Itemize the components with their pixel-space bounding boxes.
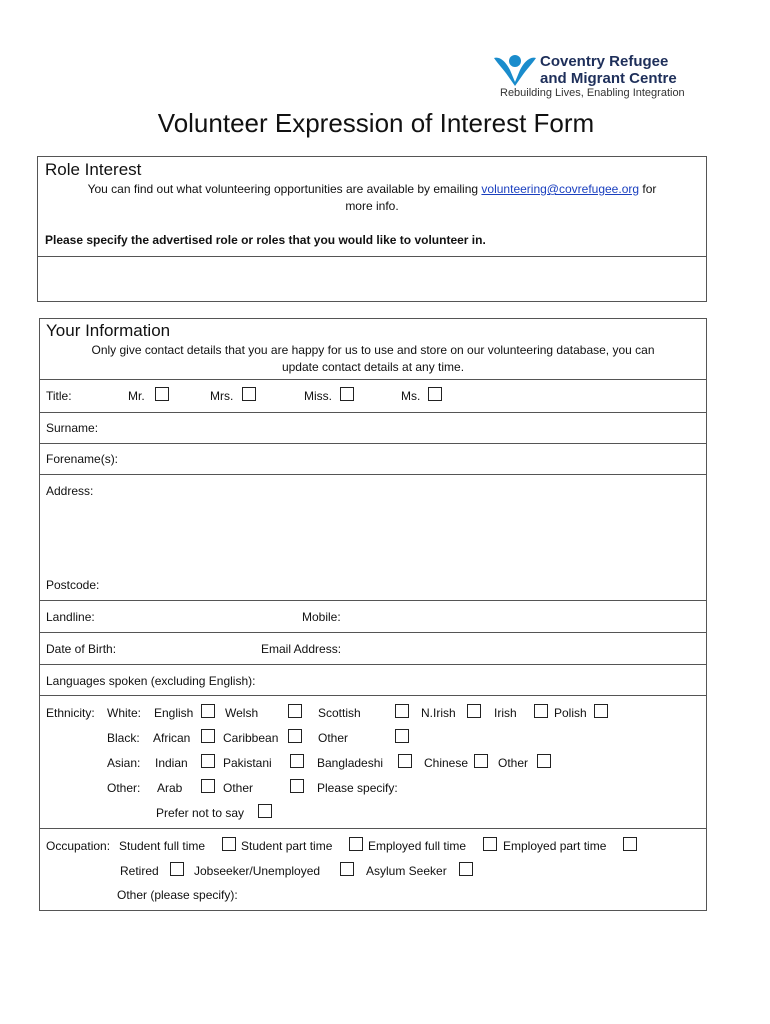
role-interest-heading: Role Interest bbox=[45, 160, 142, 179]
checkbox-mr[interactable] bbox=[155, 387, 169, 401]
ethnicity-arab: Arab bbox=[157, 781, 183, 795]
ethnicity-specify-field[interactable] bbox=[408, 777, 698, 797]
checkbox-welsh[interactable] bbox=[288, 704, 302, 718]
checkbox-student-full[interactable] bbox=[222, 837, 236, 851]
checkbox-employed-part[interactable] bbox=[623, 837, 637, 851]
landline-label: Landline: bbox=[46, 610, 95, 624]
ethnicity-irish: Irish bbox=[494, 706, 517, 720]
ethnicity-english: English bbox=[154, 706, 194, 720]
dob-label: Date of Birth: bbox=[46, 642, 117, 656]
checkbox-bangladeshi[interactable] bbox=[398, 754, 412, 768]
row-divider bbox=[39, 379, 707, 380]
row-divider bbox=[39, 600, 707, 601]
ethnicity-polish: Polish bbox=[554, 706, 587, 720]
address-label: Address: bbox=[46, 484, 94, 498]
row-divider bbox=[39, 632, 707, 633]
occupation-label: Occupation: bbox=[46, 839, 111, 853]
role-input-area[interactable] bbox=[38, 257, 706, 301]
row-divider bbox=[39, 474, 707, 475]
role-interest-intro bbox=[40, 181, 704, 215]
ethnicity-white-label: White: bbox=[107, 706, 142, 720]
title-option-mrs: Mrs. bbox=[210, 389, 234, 403]
checkbox-arab[interactable] bbox=[201, 779, 215, 793]
occupation-asylum-seeker: Asylum Seeker bbox=[366, 864, 447, 878]
ethnicity-scottish: Scottish bbox=[318, 706, 361, 720]
title-label: Title: bbox=[46, 389, 72, 403]
occupation-employed-full: Employed full time bbox=[368, 839, 467, 853]
ethnicity-bangladeshi: Bangladeshi bbox=[317, 756, 384, 770]
your-information-heading: Your Information bbox=[46, 321, 171, 340]
forenames-field[interactable] bbox=[130, 444, 700, 473]
occupation-student-full: Student full time bbox=[119, 839, 206, 853]
logo bbox=[492, 50, 707, 102]
ethnicity-indian: Indian bbox=[155, 756, 188, 770]
logo-tagline: Rebuilding Lives, Enabling Integration bbox=[500, 87, 685, 99]
checkbox-chinese[interactable] bbox=[474, 754, 488, 768]
page-title: Volunteer Expression of Interest Form bbox=[157, 108, 595, 138]
row-divider bbox=[39, 828, 707, 829]
checkbox-scottish[interactable] bbox=[395, 704, 409, 718]
ethnicity-prefer-not: Prefer not to say bbox=[156, 806, 245, 820]
ethnicity-nirish: N.Irish bbox=[421, 706, 456, 720]
checkbox-caribbean[interactable] bbox=[288, 729, 302, 743]
logo-line1: Coventry Refugee bbox=[540, 53, 669, 70]
ethnicity-pakistani: Pakistani bbox=[223, 756, 272, 770]
checkbox-retired[interactable] bbox=[170, 862, 184, 876]
ethnicity-please-specify: Please specify: bbox=[317, 781, 398, 795]
surname-field[interactable] bbox=[110, 413, 700, 442]
ethnicity-asian-label: Asian: bbox=[107, 756, 141, 770]
ethnicity-asian-other: Other bbox=[498, 756, 529, 770]
address-field[interactable] bbox=[100, 476, 700, 572]
checkbox-pakistani[interactable] bbox=[290, 754, 304, 768]
checkbox-ms[interactable] bbox=[428, 387, 442, 401]
title-option-mr: Mr. bbox=[128, 389, 145, 403]
checkbox-asylum-seeker[interactable] bbox=[459, 862, 473, 876]
row-divider bbox=[39, 664, 707, 665]
checkbox-english[interactable] bbox=[201, 704, 215, 718]
checkbox-black-other[interactable] bbox=[395, 729, 409, 743]
volunteering-email-link[interactable]: volunteering@covrefugee.org bbox=[481, 182, 640, 196]
role-intro-text: You can find out what volunteering opportunities are available by emailing bbox=[87, 182, 482, 196]
ethnicity-other-other: Other bbox=[223, 781, 254, 795]
ethnicity-african: African bbox=[153, 731, 191, 745]
role-intro-after: for bbox=[639, 182, 657, 196]
checkbox-nirish[interactable] bbox=[467, 704, 481, 718]
occupation-employed-part: Employed part time bbox=[503, 839, 607, 853]
role-intro-line2: more info. bbox=[345, 199, 399, 213]
checkbox-polish[interactable] bbox=[594, 704, 608, 718]
ethnicity-chinese: Chinese bbox=[424, 756, 469, 770]
title-option-ms: Ms. bbox=[401, 389, 421, 403]
logo-line2: and Migrant Centre bbox=[540, 70, 677, 87]
logo-heart-icon bbox=[492, 52, 538, 88]
checkbox-student-part[interactable] bbox=[349, 837, 363, 851]
your-information-section bbox=[39, 318, 707, 911]
your-information-intro bbox=[42, 342, 704, 376]
ethnicity-label: Ethnicity: bbox=[46, 706, 95, 720]
checkbox-other-other[interactable] bbox=[290, 779, 304, 793]
occupation-retired: Retired bbox=[120, 864, 159, 878]
checkbox-asian-other[interactable] bbox=[537, 754, 551, 768]
occupation-jobseeker: Jobseeker/Unemployed bbox=[194, 864, 321, 878]
ethnicity-black-label: Black: bbox=[107, 731, 140, 745]
checkbox-indian[interactable] bbox=[201, 754, 215, 768]
checkbox-employed-full[interactable] bbox=[483, 837, 497, 851]
occupation-other-specify: Other (please specify): bbox=[117, 888, 238, 902]
info-intro-line1: Only give contact details that you are happy for us to use and store on our volunteering database, you can bbox=[91, 343, 655, 357]
ethnicity-caribbean: Caribbean bbox=[223, 731, 279, 745]
checkbox-african[interactable] bbox=[201, 729, 215, 743]
forenames-label: Forename(s): bbox=[46, 452, 119, 466]
role-instruction: Please specify the advertised role or roles that you would like to volunteer in. bbox=[45, 233, 486, 247]
ethnicity-welsh: Welsh bbox=[225, 706, 259, 720]
surname-label: Surname: bbox=[46, 421, 99, 435]
checkbox-mrs[interactable] bbox=[242, 387, 256, 401]
checkbox-miss[interactable] bbox=[340, 387, 354, 401]
row-divider bbox=[39, 695, 707, 696]
checkbox-irish[interactable] bbox=[534, 704, 548, 718]
ethnicity-black-other: Other bbox=[318, 731, 349, 745]
email-address-label: Email Address: bbox=[261, 642, 342, 656]
languages-label: Languages spoken (excluding English): bbox=[46, 674, 256, 688]
mobile-label: Mobile: bbox=[302, 610, 341, 624]
title-option-miss: Miss. bbox=[304, 389, 332, 403]
info-intro-line2: update contact details at any time. bbox=[281, 360, 465, 374]
occupation-other-field[interactable] bbox=[252, 884, 700, 904]
ethnicity-other-label: Other: bbox=[107, 781, 141, 795]
occupation-student-part: Student part time bbox=[241, 839, 333, 853]
postcode-label: Postcode: bbox=[46, 578, 100, 592]
checkbox-prefer-not[interactable] bbox=[258, 804, 272, 818]
checkbox-jobseeker[interactable] bbox=[340, 862, 354, 876]
